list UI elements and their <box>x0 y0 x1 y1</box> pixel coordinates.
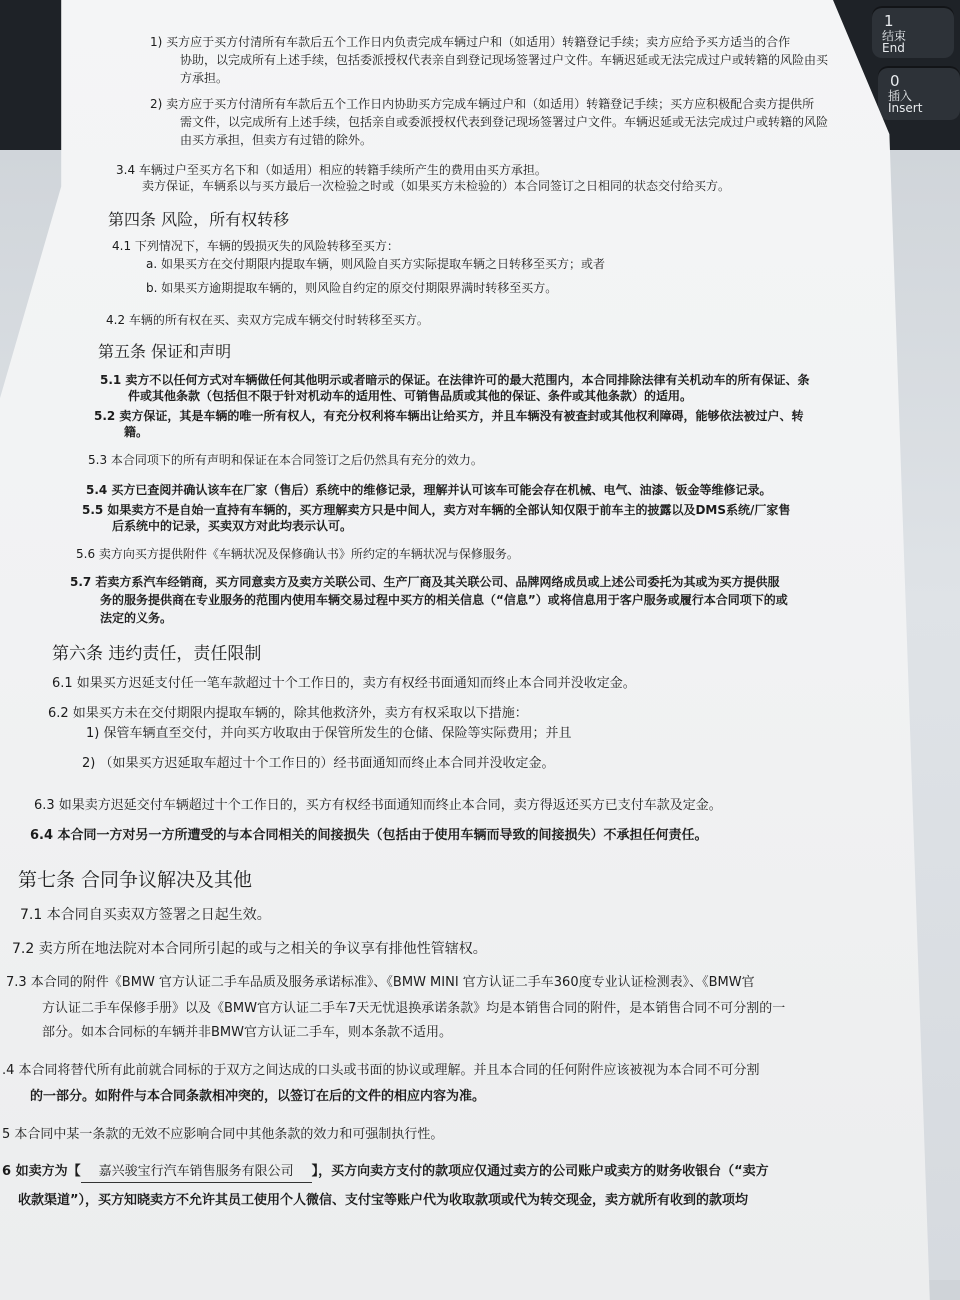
clause-7-3: 7.3 本合同的附件《BMW 官方认证二手车品质及服务承诺标准》、《BMW MINI 官方认证二手车360度专业认证检测表》、《BMW官 <box>6 975 755 990</box>
clause-7-3-cont: 方认证二手车保修手册》以及《BMW官方认证二手车7天无忧退换承诺条款》均是本销售合同的附件，是本销售合同不可分割的一 <box>42 1001 786 1016</box>
clause-7-4-cont: 的一部分。如附件与本合同条款相冲突的，以签订在后的文件的相应内容为准。 <box>30 1089 486 1104</box>
section-6-heading: 第六条 违约责任，责任限制 <box>52 644 262 664</box>
clause-5-7-cont: 务的服务提供商在专业服务的范围内使用车辆交易过程中买方的相关信息（“信息”）或将信息用于客户服务或履行本合同项下的或 <box>100 593 788 607</box>
clause-7-3-cont: 部分。如本合同标的车辆并非BMW官方认证二手车，则本条款不适用。 <box>42 1025 452 1040</box>
clause-4-1: 4.1 下列情况下，车辆的毁损灭失的风险转移至买方： <box>112 239 399 253</box>
clause-5-5: 5.5 如果卖方不是自始一直持有车辆的，买方理解卖方只是中间人，卖方对车辆的全部认知仅限于前车主的披露以及DMS系统/厂家售 <box>82 503 791 517</box>
clause-7-6-start: 6 如卖方为【 <box>2 1164 81 1179</box>
clause-3-3-2-cont: 需文件，以完成所有上述手续，包括亲自或委派授权代表到登记现场签署过户文件。车辆迟延或无法完成过户或转籍的风险 <box>180 115 829 129</box>
clause-3-4-cont: 卖方保证，车辆系以与买方最后一次检验之时或（如果买方未检验的）本合同签订之日相同的状态交付给买方。 <box>142 179 731 193</box>
clause-5-4: 5.4 买方已查阅并确认该车在厂家（售后）系统中的维修记录，理解并认可该车可能会存在机械、电气、油漆、钣金等维修记录。 <box>86 483 772 497</box>
clause-5-2: 5.2 卖方保证，其是车辆的唯一所有权人，有充分权利将车辆出让给买方，并且车辆没有被查封或其他权利障碍，能够依法被过户、转 <box>94 409 804 423</box>
clause-6-4: 6.4 本合同一方对另一方所遭受的与本合同相关的间接损失（包括由于使用车辆而导致的间接损失）不承担任何责任。 <box>30 828 708 843</box>
clause-5-7: 5.7 若卖方系汽车经销商，买方同意卖方及卖方关联公司、生产厂商及其关联公司、品牌网络成员或上述公司委托为其或为买方提供服 <box>70 575 780 589</box>
clause-4-2: 4.2 车辆的所有权在买、卖双方完成车辆交付时转移至买方。 <box>106 313 429 327</box>
end-key <box>872 6 954 58</box>
clause-5-7-cont: 法定的义务。 <box>100 611 173 625</box>
clause-5-6: 5.6 卖方向买方提供附件《车辆状况及保修确认书》所约定的车辆状况与保修服务。 <box>76 547 519 561</box>
section-5-heading: 第五条 保证和声明 <box>98 342 232 361</box>
end-key-label: 结束 End <box>882 29 907 55</box>
clause-6-2-1: 1) 保管车辆直至交付，并向买方收取由于保管所发生的仓储、保险等实际费用；并且 <box>86 726 572 741</box>
clause-3-4: 3.4 车辆过户至买方名下和（如适用）相应的转籍手续所产生的费用由买方承担。 <box>116 163 547 177</box>
clause-3-3-1-cont: 协助，以完成所有上述手续，包括委派授权代表亲自到登记现场签署过户文件。车辆迟延或无法完成过户或转籍的风险由买 <box>180 53 829 67</box>
clause-7-5: 5 本合同中某一条款的无效不应影响合同中其他条款的效力和可强制执行性。 <box>2 1127 444 1142</box>
clause-7-6-cont: 收款渠道”），买方知晓卖方不允许其员工使用个人微信、支付宝等账户代为收取款项或代为转交现金，卖方就所有收到的款项均 <box>18 1193 749 1208</box>
seller-name-field: 嘉兴骏宝行汽车销售服务有限公司 <box>81 1162 312 1183</box>
clause-3-3-1-cont: 方承担。 <box>180 71 229 85</box>
clause-7-6-rest: 】，买方向卖方支付的款项应仅通过卖方的公司账户或卖方的财务收银台（“卖方 <box>311 1164 769 1179</box>
clause-5-1: 5.1 卖方不以任何方式对车辆做任何其他明示或者暗示的保证。在法律许可的最大范围内，本合同排除法律有关机动车的所有保证、条 <box>100 373 810 387</box>
clause-5-5-cont: 后系统中的记录，买卖双方对此均表示认可。 <box>112 519 353 533</box>
insert-key-number: 0 <box>890 72 900 90</box>
clause-7-1: 7.1 本合同自买卖双方签署之日起生效。 <box>20 907 271 923</box>
clause-5-1-cont: 件或其他条款（包括但不限于针对机动车的适用性、可销售品质或其他的保证、条件或其他条款）的适用。 <box>128 389 693 403</box>
section-4-heading: 第四条 风险，所有权转移 <box>108 210 290 229</box>
end-key-number: 1 <box>884 12 894 30</box>
clause-7-2: 7.2 卖方所在地法院对本合同所引起的或与之相关的争议享有排他性管辖权。 <box>12 941 487 957</box>
insert-key <box>878 66 960 120</box>
clause-7-4: .4 本合同将替代所有此前就合同标的于双方之间达成的口头或书面的协议或理解。并且本合同的任何附件应该被视为本合同不可分割 <box>2 1063 760 1078</box>
clause-3-3-1: 1) 买方应于买方付清所有车款后五个工作日内负责完成车辆过户和（如适用）转籍登记手续；卖方应给予买方适当的合作 <box>150 35 791 49</box>
clause-6-2-2: 2) （如果买方迟延取车超过十个工作日的）经书面通知而终止本合同并没收定金。 <box>82 756 555 771</box>
clause-6-1: 6.1 如果买方迟延支付任一笔车款超过十个工作日的，卖方有权经书面通知而终止本合同并没收定金。 <box>52 676 636 691</box>
clause-3-3-2: 2) 卖方应于买方付清所有车款后五个工作日内协助买方完成车辆过户和（如适用）转籍登记手续；买方应积极配合卖方提供所 <box>150 97 815 111</box>
section-7-heading: 第七条 合同争议解决及其他 <box>18 869 253 891</box>
clause-4-1-b: b. 如果买方逾期提取车辆的，则风险自约定的原交付期限界满时转移至买方。 <box>146 281 558 295</box>
clause-5-2-cont: 籍。 <box>124 425 149 439</box>
clause-6-3: 6.3 如果卖方迟延交付车辆超过十个工作日的，买方有权经书面通知而终止本合同，卖方得返还买方已支付车款及定金。 <box>34 798 722 813</box>
clause-5-3: 5.3 本合同项下的所有声明和保证在本合同签订之后仍然具有充分的效力。 <box>88 453 483 467</box>
clause-3-3-2-cont: 由买方承担，但卖方有过错的除外。 <box>180 133 373 147</box>
clause-6-2: 6.2 如果买方未在交付期限内提取车辆的，除其他救济外，卖方有权采取以下措施： <box>48 706 528 721</box>
clause-7-6 <box>2 1162 769 1183</box>
clause-4-1-a: a. 如果买方在交付期限内提取车辆，则风险自买方实际提取车辆之日转移至买方；或者 <box>146 257 605 271</box>
insert-key-label: 插入 Insert <box>888 89 923 115</box>
